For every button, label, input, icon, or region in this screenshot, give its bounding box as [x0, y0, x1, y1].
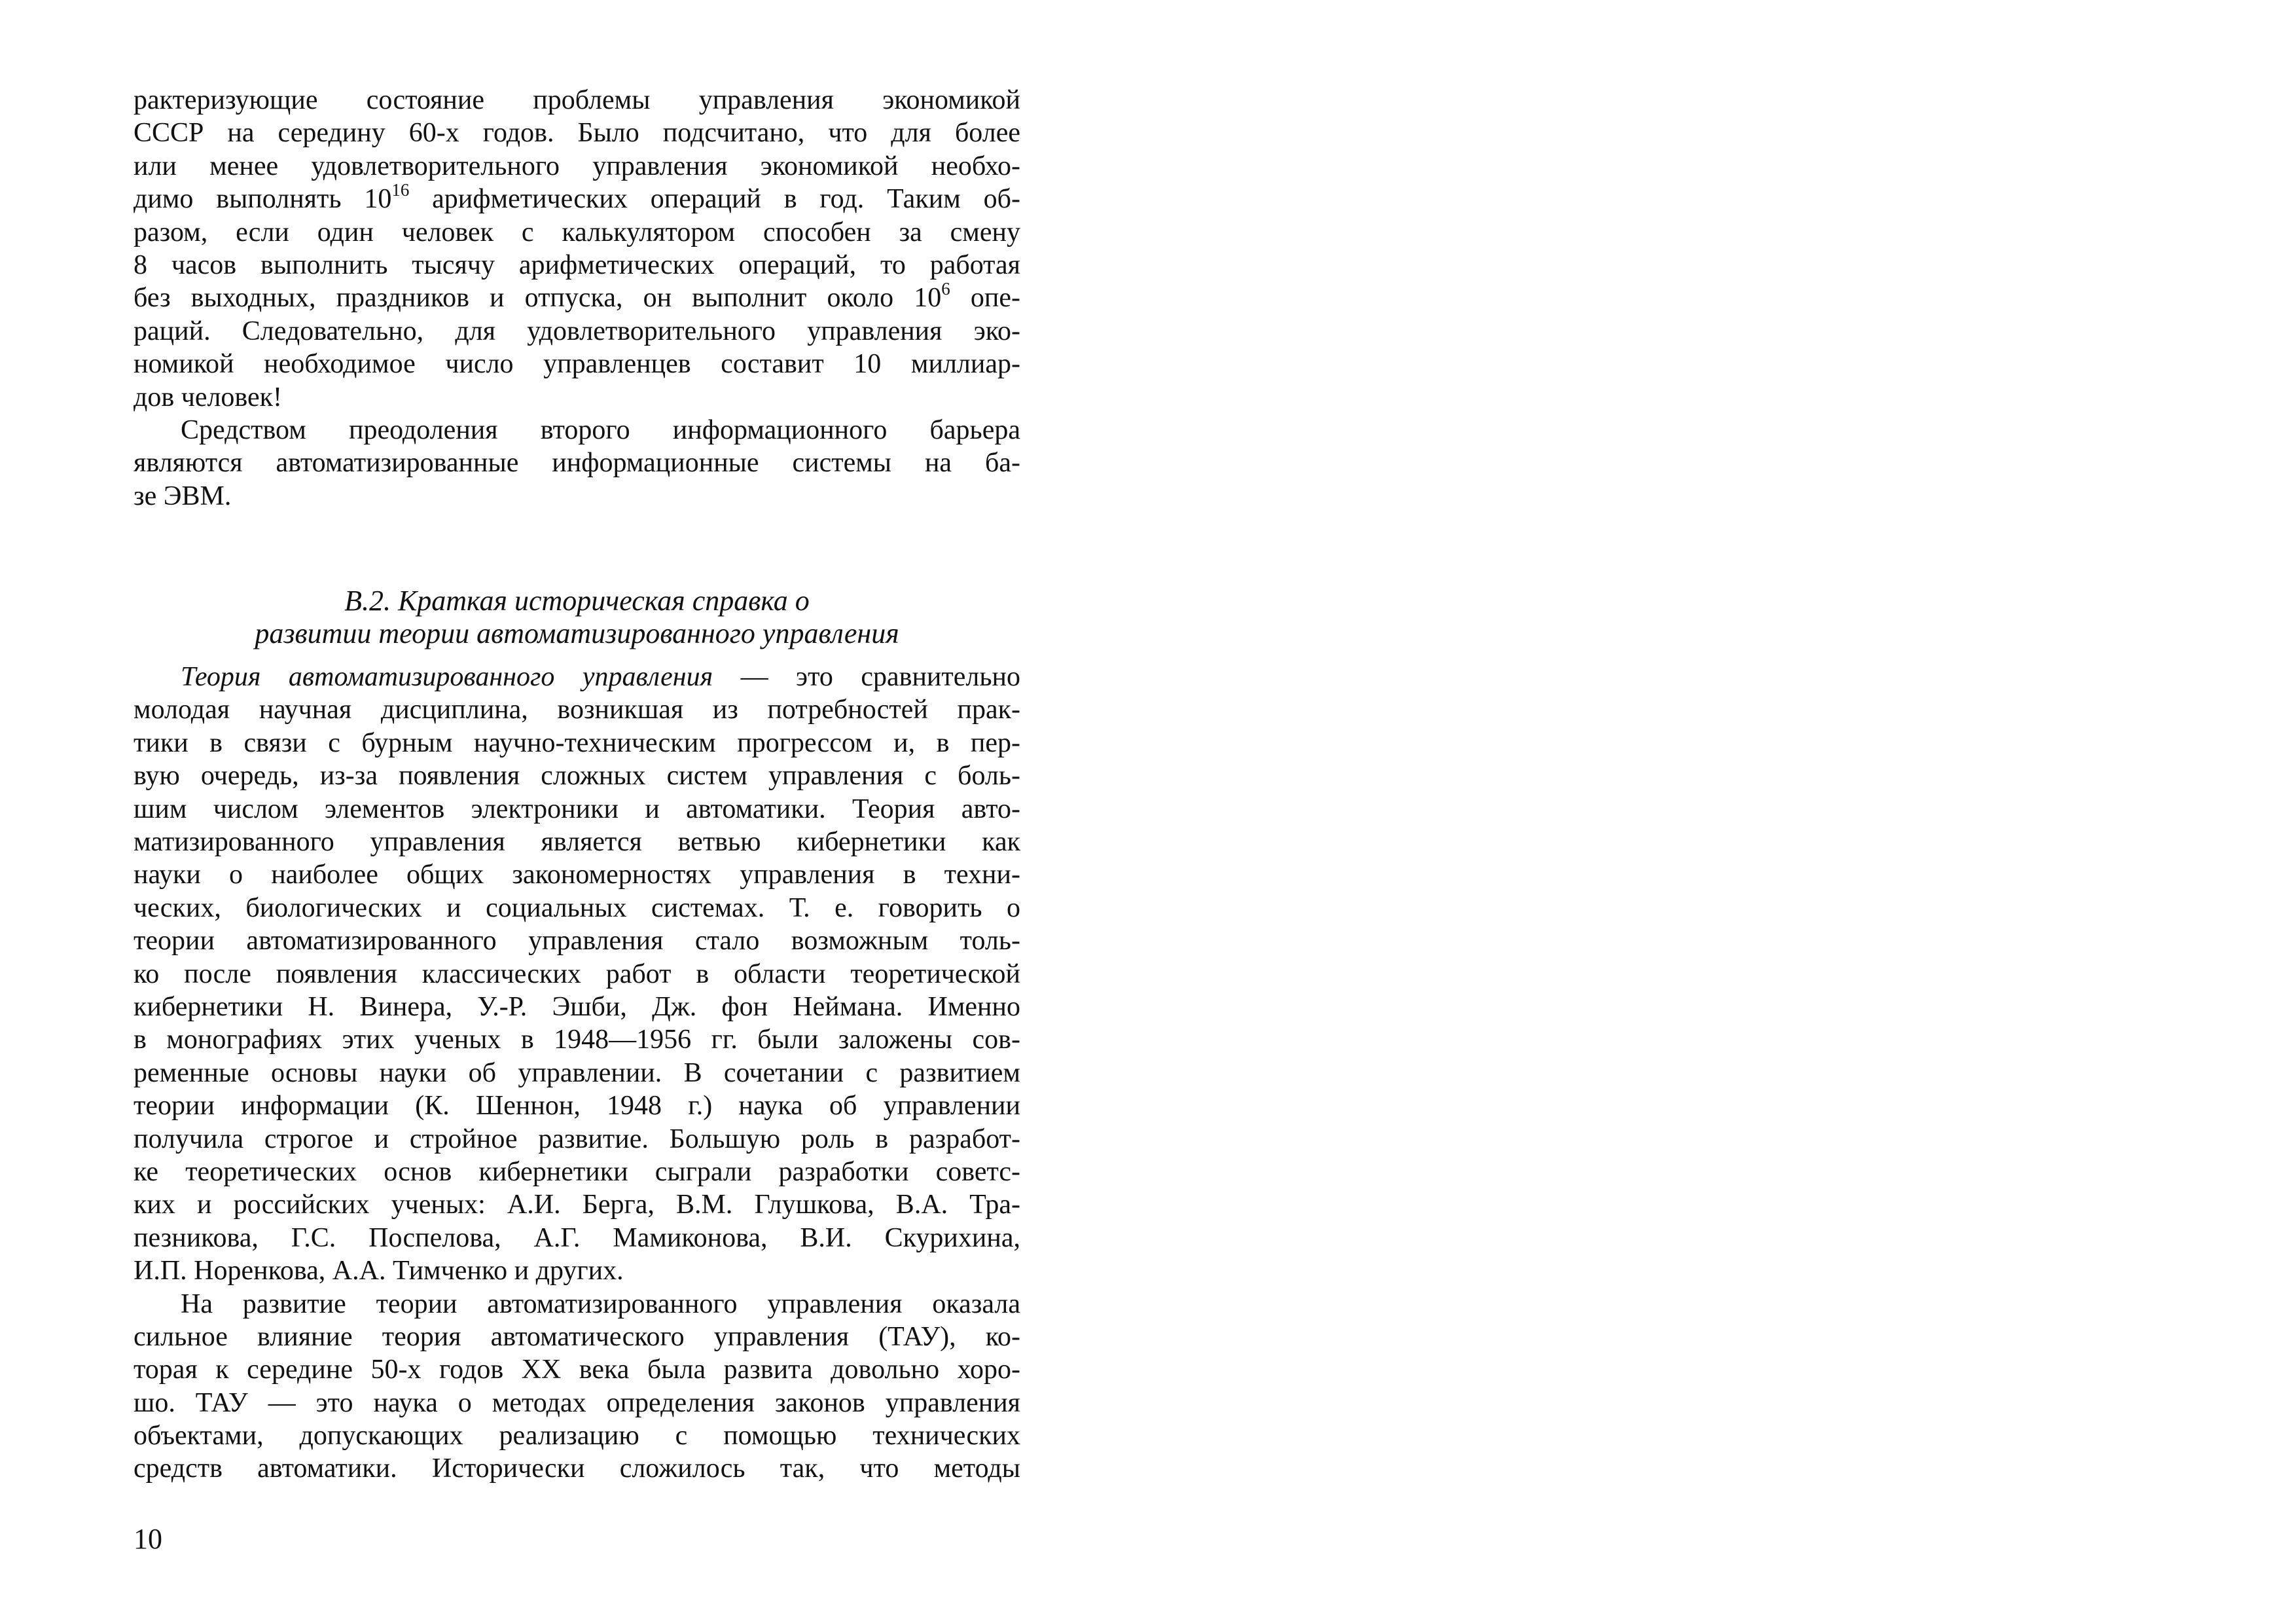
heading-line: развитии теории автоматизированного управления: [255, 617, 899, 650]
text-line: средств автоматики. Исторически сложилось так, что методы: [134, 1453, 1020, 1484]
text-line: 8 часов выполнить тысячу арифметических операций, то работая: [134, 249, 1020, 280]
text-fragment: димо выполнять 10: [134, 184, 392, 215]
text-line: рактеризующие состояние проблемы управления экономикой: [134, 85, 1020, 115]
text-fragment: — это сравнительно: [713, 662, 1020, 693]
text-fragment: опе-: [950, 283, 1020, 314]
text-line: И.П. Норенкова, А.А. Тимченко и других.: [134, 1256, 624, 1286]
text-line: разом, если один человек с калькулятором способен за смену: [134, 217, 1020, 247]
text-line: в монографиях этих ученых в 1948—1956 гг. были заложены сов-: [134, 1025, 1020, 1055]
text-line: являются автоматизированные информационные системы на ба-: [134, 448, 1020, 479]
text-line: шо. ТАУ — это наука о методах определения законов управления: [134, 1387, 1020, 1418]
superscript-exponent: 6: [941, 279, 950, 299]
text-line: теории информации (К. Шеннон, 1948 г.) наука об управлении: [134, 1091, 1020, 1122]
text-line: дов человек!: [134, 382, 283, 412]
text-line: вую очередь, из-за появления сложных систем управления с боль-: [134, 761, 1020, 792]
text-line: сильное влияние теория автоматического управления (ТАУ), ко-: [134, 1321, 1020, 1352]
text-line: СССР на середину 60-х годов. Было подсчитано, что для более: [134, 118, 1020, 149]
text-line: [134, 279, 1020, 314]
text-line: матизированного управления является ветвью кибернетики как: [134, 827, 1020, 858]
text-line: [134, 180, 1020, 215]
text-fragment: без выходных, праздников и отпуска, он выполнит около 10: [134, 283, 942, 314]
text-line: зе ЭВМ.: [134, 481, 232, 511]
paragraph-4: [134, 1288, 1020, 1486]
superscript-exponent: 16: [391, 180, 410, 200]
text-line: науки о наиболее общих закономерностях управления в техни-: [134, 860, 1020, 890]
text-line: молодая научная дисциплина, возникшая из потребностей прак-: [134, 695, 1020, 725]
text-line: раций. Следовательно, для удовлетворительного управления эко-: [134, 316, 1020, 346]
text-line: шим числом элементов электроники и автоматики. Теория авто-: [134, 793, 1020, 824]
text-fragment: арифметических операций в год. Таким об-: [409, 184, 1020, 215]
text-line: кибернетики Н. Винера, У.-Р. Эшби, Дж. фон Неймана. Именно: [134, 991, 1020, 1022]
section-heading: [134, 585, 1020, 650]
text-line: получила строгое и стройное развитие. Большую роль в разработ-: [134, 1123, 1020, 1154]
paragraph-2: [134, 414, 1020, 513]
text-line: Средством преодоления второго информационного барьера: [181, 414, 1020, 445]
paragraph-3: [134, 661, 1020, 1287]
text-line: номикой необходимое число управленцев составит 10 миллиар-: [134, 349, 1020, 380]
text-line: теории автоматизированного управления стало возможным толь-: [134, 926, 1020, 957]
text-line: ких и российских ученых: А.И. Берга, В.М. Глушкова, В.А. Тра-: [134, 1190, 1020, 1220]
text-line: объектами, допускающих реализацию с помощью технических: [134, 1421, 1020, 1451]
page-text-column: [134, 84, 1020, 1486]
page-number: 10: [134, 1523, 162, 1555]
italic-term: Теория автоматизированного управления: [181, 662, 713, 693]
text-line: тики в связи с бурным научно-техническим прогрессом и, в пер-: [134, 727, 1020, 758]
text-line: ке теоретических основ кибернетики сыграли разработки советс-: [134, 1156, 1020, 1187]
text-line: торая к середине 50-х годов XX века была развита довольно хоро-: [134, 1355, 1020, 1385]
paragraph-1: [134, 84, 1020, 414]
text-line: [134, 661, 1020, 693]
text-line: пезникова, Г.С. Поспелова, А.Г. Мамиконова, В.И. Скурихина,: [134, 1222, 1020, 1253]
text-line: На развитие теории автоматизированного управления оказала: [181, 1288, 1020, 1319]
text-line: ко после появления классических работ в области теоретической: [134, 958, 1020, 989]
text-line: ческих, биологических и социальных системах. Т. е. говорить о: [134, 892, 1020, 923]
text-line: ременные основы науки об управлении. В сочетании с развитием: [134, 1057, 1020, 1088]
heading-line: В.2. Краткая историческая справка о: [344, 585, 810, 617]
text-line: или менее удовлетворительного управления экономикой необхо-: [134, 151, 1020, 181]
